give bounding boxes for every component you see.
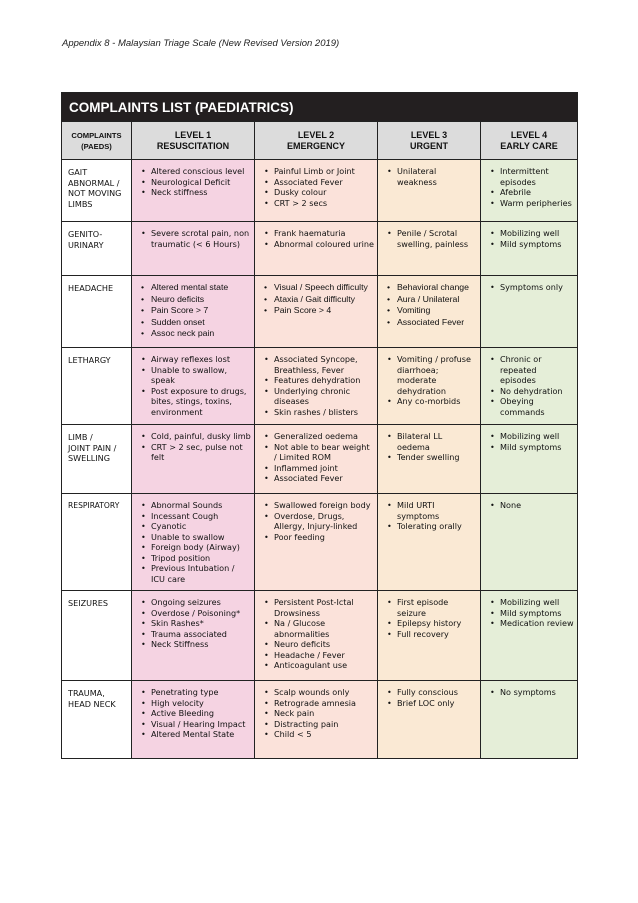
symptom-list — [481, 276, 577, 297]
symptom-item: • Warm peripheries — [500, 198, 574, 209]
symptom-item: • Skin rashes / blisters — [274, 407, 374, 418]
symptom-item: • Cyanotic — [151, 521, 251, 532]
level-2-cell — [255, 591, 378, 681]
table-row — [62, 494, 578, 591]
complaint-label-line: JOINT PAIN / — [68, 442, 117, 453]
symptom-item: • Pain Score > 4 — [274, 305, 374, 317]
header-level-3 — [378, 122, 481, 160]
symptom-item: • Afebrile — [500, 187, 574, 198]
symptom-item: • Severe scrotal pain, non traumatic (< 6 Hours) — [151, 228, 251, 249]
header-line: (PAEDS) — [81, 141, 112, 151]
complaint-cell — [62, 681, 132, 759]
symptom-list — [481, 425, 577, 456]
symptom-list — [378, 276, 480, 332]
symptom-item: • Anticoagulant use — [274, 660, 374, 671]
header-line: LEVEL 3 — [410, 129, 448, 140]
level-1-cell — [132, 348, 255, 425]
symptom-item: • None — [500, 500, 574, 511]
symptom-item: • First episode seizure — [397, 597, 477, 618]
level-4-cell — [481, 494, 578, 591]
table-row — [62, 276, 578, 348]
level-3-cell — [378, 160, 481, 222]
symptom-item: • Unable to swallow — [151, 532, 251, 543]
header-line: RESUSCITATION — [156, 140, 230, 151]
level-4-cell — [481, 591, 578, 681]
symptom-list — [378, 160, 480, 191]
header-level-1 — [132, 122, 255, 160]
symptom-item: • Foreign body (Airway) — [151, 542, 251, 553]
level-1-cell — [132, 222, 255, 276]
level-1-cell — [132, 591, 255, 681]
symptom-item: • Associated Syncope, Breathless, Fever — [274, 354, 374, 375]
symptom-item: • High velocity — [151, 698, 251, 709]
complaint-cell — [62, 425, 132, 494]
level-2-cell — [255, 276, 378, 348]
symptom-list — [378, 681, 480, 712]
symptom-item: • Obeying commands — [500, 396, 574, 417]
symptom-item: • Penile / Scrotal swelling, painless — [397, 228, 477, 249]
symptom-item: • Not able to bear weight / Limited ROM — [274, 442, 374, 463]
symptom-list — [378, 425, 480, 467]
level-2-cell — [255, 348, 378, 425]
symptom-item: • Swallowed foreign body — [274, 500, 374, 511]
table-row — [62, 160, 578, 222]
complaint-cell — [62, 276, 132, 348]
complaint-label-line: HEADACHE — [68, 283, 114, 293]
symptom-list — [255, 591, 377, 675]
symptom-item: • Underlying chronic diseases — [274, 386, 374, 407]
header-row — [62, 122, 578, 160]
symptom-item: • Inflammed joint — [274, 463, 374, 474]
table-row — [62, 425, 578, 494]
symptom-item: • Distracting pain — [274, 719, 374, 730]
level-4-cell — [481, 160, 578, 222]
symptom-item: • Associated Fever — [274, 177, 374, 188]
symptom-list — [481, 348, 577, 421]
symptom-item: • Painful Limb or Joint — [274, 166, 374, 177]
symptom-list — [255, 425, 377, 488]
triage-table — [61, 92, 578, 759]
symptom-item: • Post exposure to drugs, bites, stings, toxins, environment — [151, 386, 251, 418]
level-2-cell — [255, 494, 378, 591]
symptom-item: • Dusky colour — [274, 187, 374, 198]
complaint-label-line: LETHARGY — [68, 355, 111, 365]
symptom-item: • Associated Fever — [397, 317, 477, 329]
symptom-item: • Mobilizing well — [500, 228, 574, 239]
symptom-list — [481, 160, 577, 212]
symptom-item: • CRT > 2 secs — [274, 198, 374, 209]
level-3-cell — [378, 348, 481, 425]
symptom-item: • Overdose / Poisoning* — [151, 608, 251, 619]
symptom-item: • Pain Score > 7 — [151, 305, 251, 317]
symptom-item: • Assoc neck pain — [151, 328, 251, 340]
complaint-label-line: SEIZURES — [68, 598, 108, 608]
symptom-item: • Mild symptoms — [500, 608, 574, 619]
symptom-list — [481, 494, 577, 515]
symptom-item: • Epilepsy history — [397, 618, 477, 629]
symptom-item: • Na / Glucose abnormalities — [274, 618, 374, 639]
symptom-item: • Cold, painful, dusky limb — [151, 431, 251, 442]
symptom-item: • Headache / Fever — [274, 650, 374, 661]
symptom-item: • Neuro deficits — [151, 294, 251, 306]
level-4-cell — [481, 276, 578, 348]
symptom-item: • Intermittent episodes — [500, 166, 574, 187]
header-line: EMERGENCY — [286, 140, 345, 151]
symptom-item: • Aura / Unilateral — [397, 294, 477, 306]
symptom-item: • Overdose, Drugs, Allergy, Injury-linked — [274, 511, 374, 532]
symptom-item: • Airway reflexes lost — [151, 354, 251, 365]
table-title: COMPLAINTS LIST (PAEDIATRICS) — [62, 93, 578, 122]
symptom-item: • Active Bleeding — [151, 708, 251, 719]
symptom-list — [132, 276, 254, 344]
symptom-list — [378, 494, 480, 536]
symptom-item: • Abnormal coloured urine — [274, 239, 374, 250]
symptom-item: • Neck pain — [274, 708, 374, 719]
symptom-item: • Neurological Deficit — [151, 177, 251, 188]
symptom-item: • No symptoms — [500, 687, 574, 698]
symptom-item: • Trauma associated — [151, 629, 251, 640]
header-line: COMPLAINTS — [71, 130, 122, 140]
header-level-2 — [255, 122, 378, 160]
symptom-item: • Tripod position — [151, 553, 251, 564]
symptom-list — [481, 681, 577, 702]
symptom-item: • Vomiting / profuse diarrhoea; moderate dehydration — [397, 354, 477, 396]
symptom-item: • Unable to swallow, speak — [151, 365, 251, 386]
table-row — [62, 222, 578, 276]
symptom-item: • Previous Intubation / ICU care — [151, 563, 251, 584]
header-complaints — [62, 122, 132, 160]
symptom-item: • Any co-morbids — [397, 396, 477, 407]
symptom-list — [378, 222, 480, 253]
symptom-item: • Neck stiffness — [151, 187, 251, 198]
level-1-cell — [132, 160, 255, 222]
symptom-item: • Visual / Hearing Impact — [151, 719, 251, 730]
symptom-item: • Child < 5 — [274, 729, 374, 740]
level-1-cell — [132, 425, 255, 494]
symptom-item: • CRT > 2 sec, pulse not felt — [151, 442, 251, 463]
symptom-item: • Neck Stiffness — [151, 639, 251, 650]
symptom-item: • Generalized oedema — [274, 431, 374, 442]
complaint-label-line: GENITO- — [68, 229, 103, 239]
symptom-list — [255, 160, 377, 212]
complaint-label-line: SWELLING — [68, 453, 110, 463]
complaint-label-line: GAIT — [68, 167, 88, 177]
symptom-list — [255, 222, 377, 253]
symptom-item: • Mobilizing well — [500, 431, 574, 442]
level-3-cell — [378, 222, 481, 276]
complaint-cell — [62, 160, 132, 222]
level-4-cell — [481, 681, 578, 759]
level-3-cell — [378, 276, 481, 348]
symptom-item: • Abnormal Sounds — [151, 500, 251, 511]
symptom-item: • Mild symptoms — [500, 239, 574, 250]
symptom-list — [132, 348, 254, 421]
level-2-cell — [255, 160, 378, 222]
complaint-label-line: RESPIRATORY — [68, 501, 120, 510]
symptom-list — [132, 591, 254, 654]
level-3-cell — [378, 425, 481, 494]
complaint-cell — [62, 348, 132, 425]
level-2-cell — [255, 681, 378, 759]
symptom-item: • Brief LOC only — [397, 698, 477, 709]
level-2-cell — [255, 425, 378, 494]
level-3-cell — [378, 494, 481, 591]
level-4-cell — [481, 425, 578, 494]
symptom-item: • Poor feeding — [274, 532, 374, 543]
symptom-item: • Persistent Post-Ictal Drowsiness — [274, 597, 374, 618]
symptom-item: • Altered mental state — [151, 282, 251, 294]
symptom-item: • Vomiting — [397, 305, 477, 317]
symptom-item: • Unilateral weakness — [397, 166, 477, 187]
level-4-cell — [481, 222, 578, 276]
symptom-item: • Mild symptoms — [500, 442, 574, 453]
symptom-item: • Scalp wounds only — [274, 687, 374, 698]
symptom-list — [378, 348, 480, 411]
symptom-list — [132, 425, 254, 467]
symptom-item: • No dehydration — [500, 386, 574, 397]
complaint-label-line: NOT MOVING — [68, 188, 122, 198]
table-row — [62, 348, 578, 425]
symptom-list — [481, 591, 577, 633]
symptom-list — [255, 494, 377, 546]
level-3-cell — [378, 681, 481, 759]
symptom-item: • Fully conscious — [397, 687, 477, 698]
complaint-label-line: LIMB / — [68, 432, 93, 442]
symptom-item: • Full recovery — [397, 629, 477, 640]
symptom-item: • Behavioral change — [397, 282, 477, 294]
symptom-item: • Visual / Speech difficulty — [274, 282, 374, 294]
level-1-cell — [132, 494, 255, 591]
table-row — [62, 591, 578, 681]
symptom-item: • Altered conscious level — [151, 166, 251, 177]
symptom-list — [481, 222, 577, 253]
complaint-cell — [62, 591, 132, 681]
symptom-item: • Penetrating type — [151, 687, 251, 698]
symptom-item: • Incessant Cough — [151, 511, 251, 522]
header-line: EARLY CARE — [500, 140, 558, 151]
symptom-list — [132, 494, 254, 588]
symptom-list — [255, 276, 377, 321]
symptom-item: • Neuro deficits — [274, 639, 374, 650]
symptom-item: • Skin Rashes* — [151, 618, 251, 629]
symptom-list — [132, 681, 254, 744]
symptom-item: • Associated Fever — [274, 473, 374, 484]
complaint-label-line: URINARY — [68, 239, 104, 250]
table-body — [62, 160, 578, 759]
symptom-list — [255, 348, 377, 421]
symptom-item: • Symptoms only — [500, 282, 574, 293]
symptom-item: • Tender swelling — [397, 452, 477, 463]
table-row — [62, 681, 578, 759]
symptom-item: • Mild URTI symptoms — [397, 500, 477, 521]
level-2-cell — [255, 222, 378, 276]
level-4-cell — [481, 348, 578, 425]
header-line: URGENT — [410, 140, 448, 151]
level-1-cell — [132, 276, 255, 348]
complaint-label-line: HEAD NECK — [68, 698, 116, 709]
symptom-item: • Sudden onset — [151, 317, 251, 329]
complaint-label-line: LIMBS — [68, 198, 93, 209]
symptom-item: • Frank haematuria — [274, 228, 374, 239]
complaint-label-line: TRAUMA, — [68, 688, 105, 698]
header-line: LEVEL 1 — [174, 129, 212, 140]
complaint-label-line: ABNORMAL / — [68, 177, 120, 188]
symptom-item: • Tolerating orally — [397, 521, 477, 532]
level-1-cell — [132, 681, 255, 759]
symptom-item: • Chronic or repeated episodes — [500, 354, 574, 386]
complaint-cell — [62, 494, 132, 591]
symptom-item: • Ataxia / Gait difficulty — [274, 294, 374, 306]
page-header: Appendix 8 - Malaysian Triage Scale (New Revised Version 2019) — [62, 38, 340, 49]
symptom-list — [132, 222, 254, 253]
symptom-item: • Bilateral LL oedema — [397, 431, 477, 452]
symptom-item: • Medication review — [500, 618, 574, 629]
header-level-4 — [481, 122, 578, 160]
symptom-list — [378, 591, 480, 643]
header-line: LEVEL 2 — [297, 129, 335, 140]
symptom-list — [255, 681, 377, 744]
header-line: LEVEL 4 — [510, 129, 548, 140]
symptom-item: • Altered Mental State — [151, 729, 251, 740]
symptom-item: • Ongoing seizures — [151, 597, 251, 608]
complaint-cell — [62, 222, 132, 276]
level-3-cell — [378, 591, 481, 681]
symptom-item: • Mobilizing well — [500, 597, 574, 608]
symptom-item: • Retrograde amnesia — [274, 698, 374, 709]
symptom-item: • Features dehydration — [274, 375, 374, 386]
symptom-list — [132, 160, 254, 202]
